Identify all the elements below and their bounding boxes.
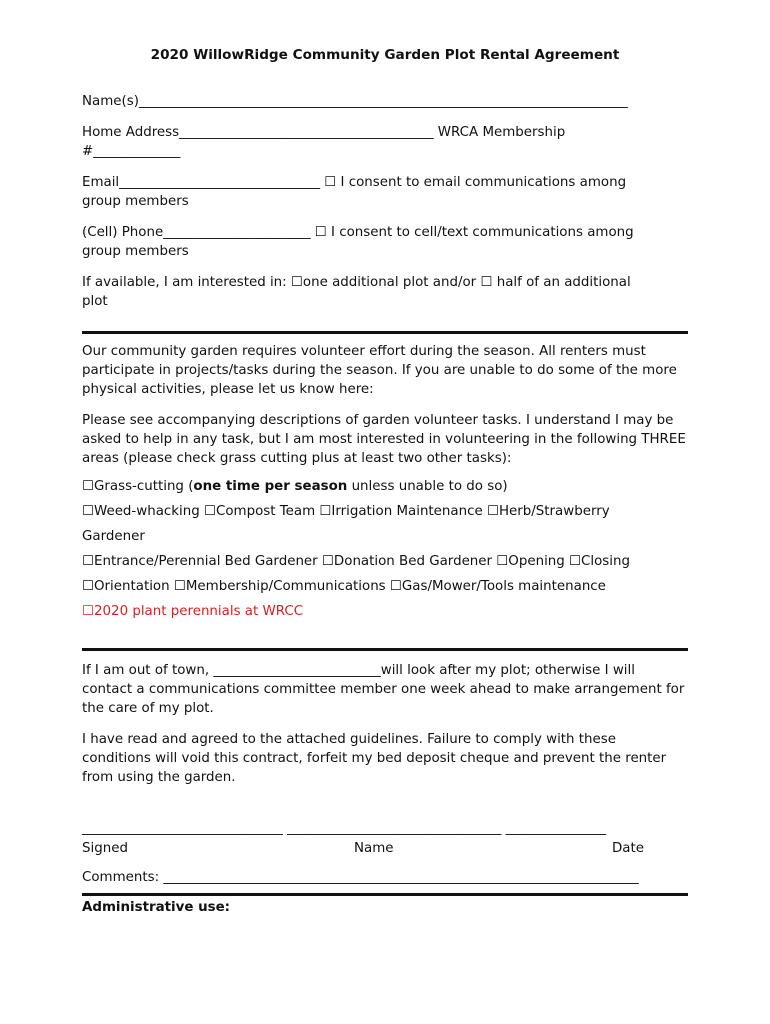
- home-address-field[interactable]: Home Address______________________________________ WRCA Membership: [82, 125, 566, 140]
- out-of-town-statement[interactable]: If I am out of town, _________________________will look after my plot; otherwise I will contact a communications committee member one week ahead to make arrangement for the care of my plot.: [82, 663, 685, 716]
- task-plant-perennials[interactable]: ☐2020 plant perennials at WRCC: [82, 604, 304, 619]
- signature-labels: [82, 838, 688, 860]
- task-row-entrance-donation-opening-closing[interactable]: ☐Entrance/Perennial Bed Gardener ☐Donation Bed Gardener ☐Opening ☐Closing: [82, 554, 630, 569]
- names-field[interactable]: Name(s)_________________________________________________________________________: [82, 94, 628, 109]
- email-field[interactable]: Email______________________________ ☐ I consent to email communications among: [82, 175, 627, 190]
- document-title: 2020 WillowRidge Community Garden Plot Rental Agreement: [150, 47, 620, 63]
- task-row-continuation: Gardener: [82, 529, 145, 544]
- cell-consent-continuation: group members: [82, 244, 189, 259]
- section-divider: [82, 893, 688, 896]
- comments-field[interactable]: Comments: _______________________________________________________________________: [82, 870, 639, 885]
- membership-number-field[interactable]: #_____________: [82, 144, 181, 159]
- section-divider: [82, 331, 688, 334]
- signed-label: Signed: [82, 841, 128, 856]
- task-row-orientation-membership-tools[interactable]: ☐Orientation ☐Membership/Communications ☐Gas/Mower/Tools maintenance: [82, 579, 606, 594]
- task-grass-emphasis: one time per season: [193, 479, 348, 494]
- date-label: Date: [612, 841, 645, 856]
- signature-lines[interactable]: ______________________________ ________________________________ _______________: [82, 821, 607, 836]
- email-consent-continuation: group members: [82, 194, 189, 209]
- volunteer-instructions: Please see accompanying descriptions of garden volunteer tasks. I understand I may be asked to help in any task, but I am most interested in volunteering in the following THREE areas (please check grass cutting plus at least two other tasks):: [82, 413, 686, 466]
- name-label: Name: [354, 841, 394, 856]
- task-row-weed-compost-irrigation-herb[interactable]: ☐Weed-whacking ☐Compost Team ☐Irrigation Maintenance ☐Herb/Strawberry: [82, 504, 610, 519]
- task-grass-cutting[interactable]: [82, 474, 688, 499]
- task-grass-prefix: ☐Grass-cutting (: [82, 479, 194, 494]
- plot-interest-options[interactable]: If available, I am interested in: ☐one additional plot and/or ☐ half of an additional: [82, 275, 631, 290]
- task-grass-suffix: unless unable to do so): [347, 479, 508, 494]
- volunteer-intro: Our community garden requires volunteer effort during the season. All renters must participate in projects/tasks during the season. If you are unable to do some of the more physical activities, please let us know here:: [82, 344, 677, 397]
- guidelines-statement: I have read and agreed to the attached guidelines. Failure to comply with these conditions will void this contract, forfeit my bed deposit cheque and prevent the renter from using the garden.: [82, 732, 667, 785]
- administrative-use-heading: Administrative use:: [82, 900, 231, 915]
- plot-interest-continuation: plot: [82, 294, 108, 309]
- section-divider: [82, 648, 688, 651]
- agreement-form: [82, 44, 688, 918]
- cell-phone-field[interactable]: (Cell) Phone______________________ ☐ I consent to cell/text communications among: [82, 225, 634, 240]
